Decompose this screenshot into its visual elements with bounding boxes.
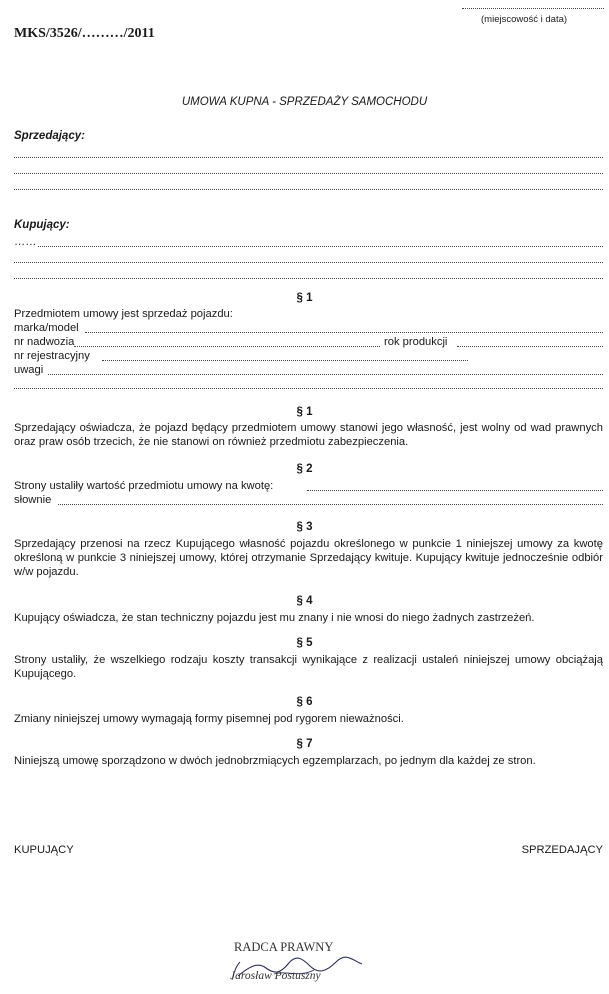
vehicle-intro: Przedmiotem umowy jest sprzedaż pojazdu:: [14, 308, 233, 320]
amendments-text: Zmiany niniejszej umowy wymagają formy pisemnej pod rygorem nieważności.: [14, 713, 404, 725]
document-title: UMOWA KUPNA - SPRZEDAŻY SAMOCHODU: [181, 96, 428, 108]
registration-field[interactable]: [102, 360, 468, 361]
notes-field[interactable]: [14, 388, 603, 389]
amount-in-words-label: słownie: [14, 494, 52, 506]
buyer-line-prefix: ……: [14, 236, 37, 248]
amount-in-words-field[interactable]: [58, 504, 603, 505]
document-number: MKS/3526/………/2011: [14, 26, 155, 41]
notes-field[interactable]: [48, 374, 603, 375]
buyer-signature-label: KUPUJĄCY: [14, 844, 74, 856]
section-number: § 7: [296, 738, 313, 750]
make-model-label: marka/model: [14, 322, 79, 334]
buyer-line[interactable]: [14, 262, 603, 263]
buyer-line[interactable]: [14, 278, 603, 279]
stamp-name: Jarosław Postuszny: [230, 970, 321, 982]
vin-label: nr nadwozia: [14, 336, 75, 348]
section-number: § 6: [296, 696, 313, 708]
year-label: rok produkcji: [384, 336, 448, 348]
costs-text: Strony ustaliły, że wszelkiego rodzaju koszty transakcji wynikające z realizacji ustaleń niniejszej umowy obciążają Kupującego.: [14, 654, 603, 680]
seller-label: Sprzedający:: [14, 130, 85, 142]
stamp-title: RADCA PRAWNY: [234, 940, 334, 954]
section-number: § 5: [296, 637, 313, 649]
ownership-transfer-text: Sprzedający przenosi na rzecz Kupującego własność pojazdu określonego w punkcie 1 niniejszej umowy za kwotę określoną w punkcie 3 niniejszej umowy, której otrzymanie Sprzedający kwituje. Kupujący kwituje jednocześnie odbiór w/w pojazdu.: [14, 538, 603, 578]
section-number: § 4: [296, 595, 313, 607]
section-number: § 1: [296, 292, 313, 304]
technical-condition-text: Kupujący oświadcza, że stan techniczny pojazdu jest mu znany i nie wnosi do niego żadnych zastrzeżeń.: [14, 612, 535, 624]
place-date-line[interactable]: [462, 8, 604, 9]
place-date-label: (miejscowość i data): [481, 14, 568, 25]
buyer-label: Kupujący:: [14, 219, 70, 231]
amount-label: Strony ustaliły wartość przedmiotu umowy na kwotę:: [14, 480, 274, 492]
seller-line[interactable]: [14, 157, 603, 158]
buyer-line[interactable]: [38, 246, 603, 247]
ownership-statement: Sprzedający oświadcza, że pojazd będący przedmiotem umowy stanowi jego własność, jest wolny od wad prawnych oraz praw osób trzecich, że nie stanowi on również przedmiotu zabezpieczenia.: [14, 422, 603, 448]
seller-line[interactable]: [14, 173, 603, 174]
section-number: § 2: [296, 463, 313, 475]
notes-label: uwagi: [14, 364, 44, 376]
year-field[interactable]: [457, 346, 603, 347]
seller-signature-label: SPRZEDAJĄCY: [521, 844, 603, 856]
seller-line[interactable]: [14, 189, 603, 190]
section-number: § 3: [296, 521, 313, 533]
amount-field[interactable]: [307, 490, 603, 491]
copies-text: Niniejszą umowę sporządzono w dwóch jednobrzmiących egzemplarzach, po jednym dla każdej ze stron.: [14, 755, 536, 767]
registration-label: nr rejestracyjny: [14, 350, 90, 362]
section-number: § 1: [296, 406, 313, 418]
make-model-field[interactable]: [85, 332, 603, 333]
vin-field[interactable]: [74, 346, 380, 347]
